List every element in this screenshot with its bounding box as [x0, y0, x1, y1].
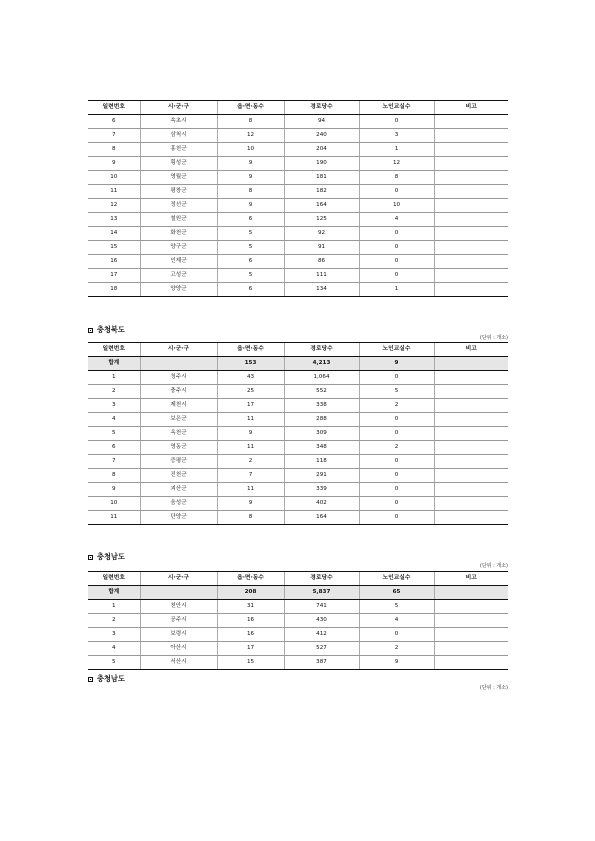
- table-cell: 0: [359, 427, 434, 441]
- table-chungbuk: [88, 342, 508, 525]
- table-cell: 291: [284, 469, 359, 483]
- table-cell: [434, 455, 508, 469]
- table-cell: 서산시: [140, 656, 217, 670]
- table-cell: [434, 441, 508, 455]
- table-cell: 5: [359, 600, 434, 614]
- table-cell: [434, 586, 508, 600]
- table-cell: [434, 656, 508, 670]
- column-header: 시·군·구: [140, 101, 217, 115]
- table-row: [88, 129, 508, 143]
- header-row: [88, 101, 508, 115]
- table-cell: 9: [217, 157, 284, 171]
- table-cell: 0: [359, 455, 434, 469]
- table-cell: [434, 357, 508, 371]
- table-cell: 3: [88, 399, 140, 413]
- table-cell: 348: [284, 441, 359, 455]
- table-chungnam: [88, 571, 508, 670]
- table-row: [88, 511, 508, 525]
- table-cell: 양구군: [140, 241, 217, 255]
- table-cell: 6: [217, 213, 284, 227]
- table-row: [88, 455, 508, 469]
- table-cell: 2: [88, 614, 140, 628]
- section-title-text: 충청남도: [97, 674, 125, 683]
- column-header: 경로당수: [284, 101, 359, 115]
- column-header: 일련번호: [88, 101, 140, 115]
- table-cell: 보령시: [140, 628, 217, 642]
- column-header: 비고: [434, 343, 508, 357]
- table-cell: 5: [88, 656, 140, 670]
- column-header: 시·군·구: [140, 343, 217, 357]
- table-cell: 9: [217, 427, 284, 441]
- table-cell: 고성군: [140, 269, 217, 283]
- table-cell: 4: [359, 614, 434, 628]
- table-cell: [434, 628, 508, 642]
- table-cell: 7: [88, 455, 140, 469]
- table-cell: 0: [359, 413, 434, 427]
- table-cell: 8: [217, 511, 284, 525]
- table-cell: 65: [359, 586, 434, 600]
- table-cell: 2: [88, 385, 140, 399]
- column-header: 읍·면·동수: [217, 101, 284, 115]
- table-cell: 0: [359, 483, 434, 497]
- table-cell: 153: [217, 357, 284, 371]
- table-cell: [434, 371, 508, 385]
- table-row: [88, 199, 508, 213]
- table-cell: 43: [217, 371, 284, 385]
- section-title-chungbuk: [88, 325, 125, 335]
- table-row: [88, 600, 508, 614]
- table-cell: 0: [359, 185, 434, 199]
- table-cell: 2: [359, 642, 434, 656]
- table-cell: 청주시: [140, 371, 217, 385]
- table-cell: 10: [217, 143, 284, 157]
- table-row: [88, 441, 508, 455]
- table-cell: 182: [284, 185, 359, 199]
- section-title-chungnam-next: [88, 674, 125, 684]
- table-row: [88, 427, 508, 441]
- table-cell: 12: [88, 199, 140, 213]
- table-cell: [434, 143, 508, 157]
- table-cell: 92: [284, 227, 359, 241]
- table-cell: 430: [284, 614, 359, 628]
- unit-note: (단위 : 개소): [479, 685, 508, 691]
- table-cell: 208: [217, 586, 284, 600]
- table-cell: 31: [217, 600, 284, 614]
- column-header: 읍·면·동수: [217, 343, 284, 357]
- table-cell: 화천군: [140, 227, 217, 241]
- unit-note: (단위 : 개소): [479, 335, 508, 341]
- table-cell: 증평군: [140, 455, 217, 469]
- table-cell: 아산시: [140, 642, 217, 656]
- table-cell: [434, 614, 508, 628]
- table-cell: 공주시: [140, 614, 217, 628]
- table-cell: 6: [217, 255, 284, 269]
- table-cell: [434, 427, 508, 441]
- table-row: [88, 241, 508, 255]
- header-row: [88, 572, 508, 586]
- table-row: [88, 469, 508, 483]
- table-cell: 0: [359, 227, 434, 241]
- table-cell: 94: [284, 115, 359, 129]
- table-cell: [434, 199, 508, 213]
- table-cell: 16: [88, 255, 140, 269]
- column-header: 시·군·구: [140, 572, 217, 586]
- table-cell: 6: [88, 115, 140, 129]
- column-header: 비고: [434, 572, 508, 586]
- table-row: [88, 227, 508, 241]
- table-cell: 111: [284, 269, 359, 283]
- table-cell: 평창군: [140, 185, 217, 199]
- table-row: [88, 171, 508, 185]
- table-cell: 91: [284, 241, 359, 255]
- table-cell: 309: [284, 427, 359, 441]
- section-title-text: 충청남도: [97, 552, 125, 561]
- table-cell: 204: [284, 143, 359, 157]
- table-cell: 영월군: [140, 171, 217, 185]
- table-cell: 11: [217, 413, 284, 427]
- table-cell: [434, 185, 508, 199]
- table-cell: 0: [359, 269, 434, 283]
- table-cell: 합계: [88, 586, 140, 600]
- table-cell: [434, 413, 508, 427]
- header-row: [88, 343, 508, 357]
- table-cell: 8: [359, 171, 434, 185]
- table-cell: 단양군: [140, 511, 217, 525]
- table-cell: 홍천군: [140, 143, 217, 157]
- table-cell: 5: [217, 227, 284, 241]
- table-cell: 0: [359, 469, 434, 483]
- table-cell: 125: [284, 213, 359, 227]
- table-cell: 4,213: [284, 357, 359, 371]
- table-cell: 14: [88, 227, 140, 241]
- table-cell: 412: [284, 628, 359, 642]
- table-cell: 7: [88, 129, 140, 143]
- table-cell: 5: [217, 269, 284, 283]
- table-row: [88, 143, 508, 157]
- table-cell: 190: [284, 157, 359, 171]
- table-cell: 16: [217, 614, 284, 628]
- table-row: [88, 656, 508, 670]
- unit-note: (단위 : 개소): [479, 563, 508, 569]
- table-cell: 1: [88, 371, 140, 385]
- table-cell: 9: [88, 157, 140, 171]
- table-cell: [434, 115, 508, 129]
- table-cell: 8: [217, 115, 284, 129]
- table-cell: [434, 255, 508, 269]
- table-row: [88, 269, 508, 283]
- table-cell: 보은군: [140, 413, 217, 427]
- column-header: 읍·면·동수: [217, 572, 284, 586]
- table-cell: 9: [217, 171, 284, 185]
- column-header: 경로당수: [284, 572, 359, 586]
- table-cell: 15: [217, 656, 284, 670]
- table-cell: 괴산군: [140, 483, 217, 497]
- table-cell: 339: [284, 483, 359, 497]
- table-cell: 양양군: [140, 283, 217, 297]
- table-cell: [434, 469, 508, 483]
- table-cell: 1: [359, 283, 434, 297]
- table-cell: 7: [217, 469, 284, 483]
- table-cell: 1: [359, 143, 434, 157]
- table-cell: 제천시: [140, 399, 217, 413]
- table-cell: [434, 283, 508, 297]
- table-cell: 0: [359, 371, 434, 385]
- table-cell: 인제군: [140, 255, 217, 269]
- table-cell: [434, 227, 508, 241]
- table-row: [88, 642, 508, 656]
- table-cell: 9: [217, 497, 284, 511]
- table-cell: 25: [217, 385, 284, 399]
- table-cell: [434, 642, 508, 656]
- table-cell: 12: [359, 157, 434, 171]
- table-cell: 철원군: [140, 213, 217, 227]
- column-header: 경로당수: [284, 343, 359, 357]
- data-table: [88, 571, 508, 670]
- table-cell: [434, 269, 508, 283]
- data-table: [88, 342, 508, 525]
- table-cell: 2: [359, 399, 434, 413]
- table-cell: 16: [217, 628, 284, 642]
- data-table: [88, 100, 508, 297]
- table-cell: 4: [88, 642, 140, 656]
- table-cell: 288: [284, 413, 359, 427]
- table-cell: 0: [359, 511, 434, 525]
- table-cell: 10: [88, 171, 140, 185]
- table-cell: 240: [284, 129, 359, 143]
- total-row: [88, 586, 508, 600]
- table-cell: 134: [284, 283, 359, 297]
- square-bullet-icon: [88, 677, 93, 682]
- table-cell: [434, 600, 508, 614]
- table-cell: 충주시: [140, 385, 217, 399]
- table-row: [88, 399, 508, 413]
- table-cell: 11: [88, 185, 140, 199]
- table-cell: 387: [284, 656, 359, 670]
- table-cell: 6: [88, 441, 140, 455]
- table-cell: 741: [284, 600, 359, 614]
- table-cell: [434, 385, 508, 399]
- table-row: [88, 115, 508, 129]
- table-row: [88, 628, 508, 642]
- table-cell: 0: [359, 628, 434, 642]
- table-cell: [434, 497, 508, 511]
- table-cell: 합계: [88, 357, 140, 371]
- table-cell: 17: [217, 399, 284, 413]
- table-cell: 9: [217, 199, 284, 213]
- table-cell: 정선군: [140, 199, 217, 213]
- square-bullet-icon: [88, 555, 93, 560]
- table-cell: 9: [359, 357, 434, 371]
- table-cell: 음성군: [140, 497, 217, 511]
- table-cell: 4: [88, 413, 140, 427]
- table-cell: 속초시: [140, 115, 217, 129]
- table-row: [88, 255, 508, 269]
- table-cell: 402: [284, 497, 359, 511]
- table-cell: 181: [284, 171, 359, 185]
- table-row: [88, 413, 508, 427]
- table-cell: 17: [217, 642, 284, 656]
- table-cell: 552: [284, 385, 359, 399]
- column-header: 일련번호: [88, 572, 140, 586]
- table-cell: 8: [88, 143, 140, 157]
- table-cell: [140, 586, 217, 600]
- table-cell: 0: [359, 255, 434, 269]
- total-row: [88, 357, 508, 371]
- table-cell: [434, 483, 508, 497]
- table-gangwon-continued: [88, 100, 508, 297]
- table-cell: 338: [284, 399, 359, 413]
- table-cell: 18: [88, 283, 140, 297]
- table-cell: 13: [88, 213, 140, 227]
- table-row: [88, 283, 508, 297]
- table-cell: 11: [217, 441, 284, 455]
- table-row: [88, 371, 508, 385]
- table-row: [88, 157, 508, 171]
- table-cell: 11: [88, 511, 140, 525]
- table-cell: 6: [217, 283, 284, 297]
- table-cell: [434, 171, 508, 185]
- table-cell: 5: [88, 427, 140, 441]
- table-cell: [434, 399, 508, 413]
- column-header: 노인교실수: [359, 572, 434, 586]
- table-cell: 3: [359, 129, 434, 143]
- table-cell: 영동군: [140, 441, 217, 455]
- table-cell: 천안시: [140, 600, 217, 614]
- table-cell: 0: [359, 241, 434, 255]
- table-cell: 2: [217, 455, 284, 469]
- table-cell: 8: [217, 185, 284, 199]
- table-cell: 0: [359, 497, 434, 511]
- table-cell: 0: [359, 115, 434, 129]
- table-cell: 118: [284, 455, 359, 469]
- table-cell: 5,837: [284, 586, 359, 600]
- table-cell: [434, 511, 508, 525]
- table-cell: 9: [359, 656, 434, 670]
- table-cell: 527: [284, 642, 359, 656]
- table-cell: 1,064: [284, 371, 359, 385]
- table-cell: 10: [88, 497, 140, 511]
- table-cell: 86: [284, 255, 359, 269]
- table-cell: 횡성군: [140, 157, 217, 171]
- table-cell: 15: [88, 241, 140, 255]
- table-cell: 11: [217, 483, 284, 497]
- column-header: 노인교실수: [359, 343, 434, 357]
- table-cell: 17: [88, 269, 140, 283]
- table-cell: 4: [359, 213, 434, 227]
- section-title-chungnam: [88, 552, 125, 562]
- table-cell: 164: [284, 199, 359, 213]
- table-cell: [434, 157, 508, 171]
- square-bullet-icon: [88, 328, 93, 333]
- column-header: 비고: [434, 101, 508, 115]
- table-row: [88, 185, 508, 199]
- table-row: [88, 385, 508, 399]
- table-cell: 8: [88, 469, 140, 483]
- table-row: [88, 497, 508, 511]
- section-title-text: 충청북도: [97, 325, 125, 334]
- table-cell: 12: [217, 129, 284, 143]
- table-cell: 옥천군: [140, 427, 217, 441]
- table-cell: 5: [359, 385, 434, 399]
- table-cell: 164: [284, 511, 359, 525]
- table-cell: 9: [88, 483, 140, 497]
- column-header: 노인교실수: [359, 101, 434, 115]
- table-cell: 5: [217, 241, 284, 255]
- table-cell: [140, 357, 217, 371]
- table-row: [88, 213, 508, 227]
- table-cell: 3: [88, 628, 140, 642]
- table-cell: [434, 129, 508, 143]
- table-row: [88, 614, 508, 628]
- table-cell: 2: [359, 441, 434, 455]
- column-header: 일련번호: [88, 343, 140, 357]
- table-row: [88, 483, 508, 497]
- table-cell: 10: [359, 199, 434, 213]
- table-cell: 1: [88, 600, 140, 614]
- table-cell: 삼척시: [140, 129, 217, 143]
- table-cell: [434, 241, 508, 255]
- table-cell: [434, 213, 508, 227]
- table-cell: 진천군: [140, 469, 217, 483]
